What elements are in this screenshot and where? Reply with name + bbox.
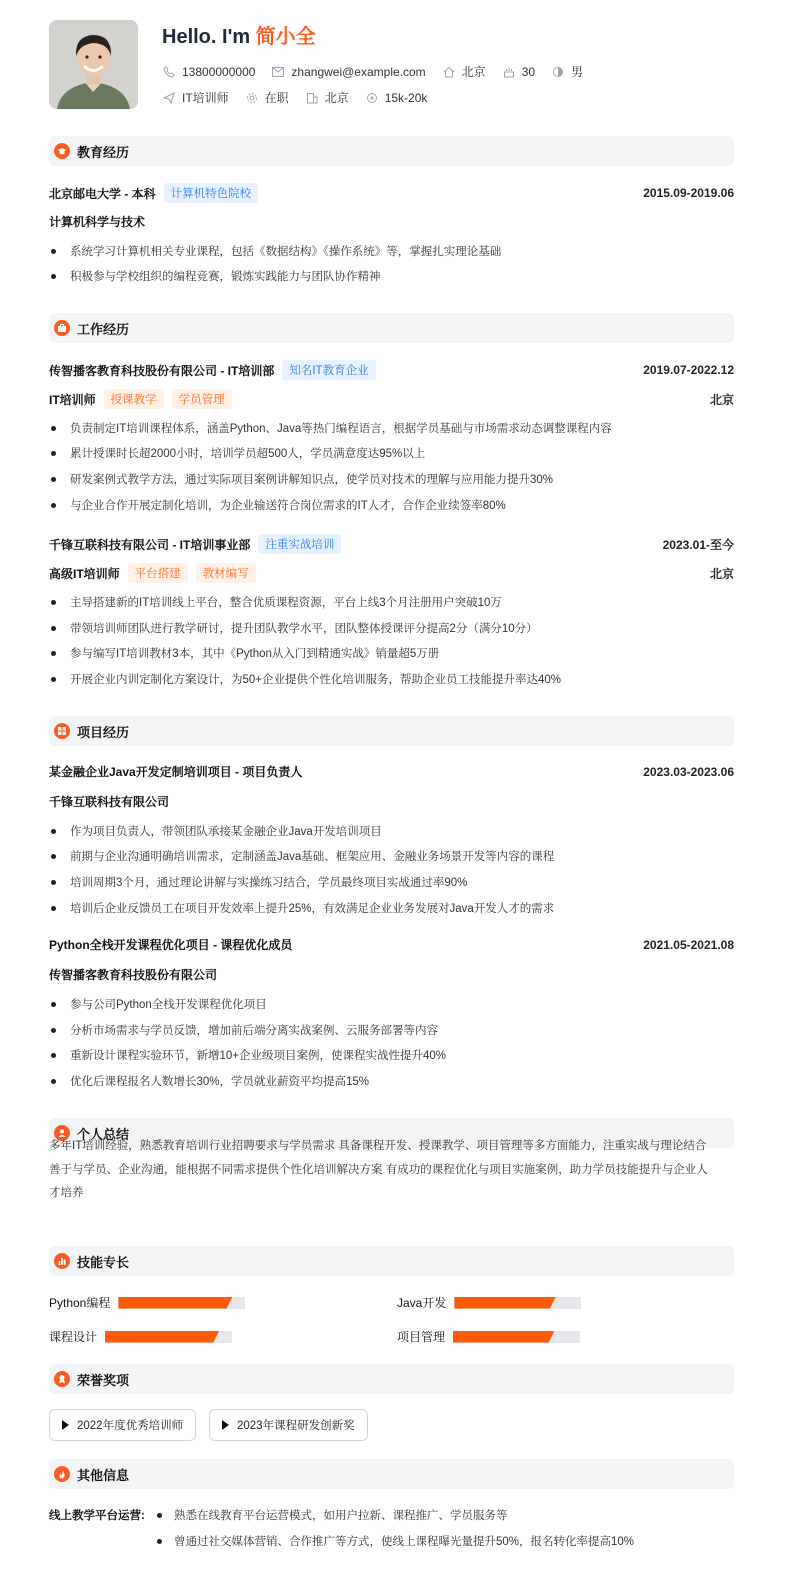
award-text: 2023年课程研发创新奖: [237, 1420, 355, 1432]
list-item: [49, 594, 734, 610]
list-item: [49, 445, 734, 461]
company-tag: 注重实战培训: [258, 534, 341, 554]
work-date: 2023.01-至今: [662, 537, 734, 552]
status-item: [245, 89, 289, 106]
major-name: 计算机科学与技术: [49, 215, 146, 229]
list-item-text: 研发案例式教学方法，通过实际项目案例讲解知识点，使学员对技术的理解与应用能力提升30%: [70, 474, 554, 486]
bullet-icon: [51, 854, 56, 859]
bullet-icon: [157, 1513, 162, 1518]
school-name: 北京邮电大学 - 本科: [49, 186, 156, 201]
skill-bar: [453, 1331, 580, 1343]
list-item-text: 培训周期3个月，通过理论讲解与实操练习结合，学员最终项目实战通过率90%: [70, 877, 468, 889]
list-item-text: 参与公司Python全栈开发课程优化项目: [70, 999, 267, 1011]
list-item: [157, 1533, 634, 1549]
list-item-text: 负责制定IT培训课程体系，涵盖Python、Java等热门编程语言，根据学员基础与市场需求动态调整课程内容: [70, 423, 612, 435]
cake-icon: [502, 65, 516, 79]
bullet-icon: [51, 1002, 56, 1007]
resume-header: [49, 20, 739, 110]
contact-row: [162, 63, 599, 80]
bullet-icon: [51, 880, 56, 885]
summary-text: [49, 1135, 734, 1206]
award-item: [49, 1409, 196, 1441]
section-title: 其他信息: [77, 1467, 130, 1483]
building-icon: [305, 91, 319, 105]
skill-bar: [118, 1297, 245, 1309]
bullet-icon: [51, 503, 56, 508]
target-city-text: 北京: [324, 91, 349, 105]
grid-icon: [54, 723, 70, 739]
list-item-text: 系统学习计算机相关专业课程，包括《数据结构》《操作系统》等，掌握扎实理论基础: [70, 246, 502, 258]
company-name: 传智播客教育科技股份有限公司 - IT培训部: [49, 363, 275, 378]
money-icon: [365, 91, 379, 105]
bullet-icon: [51, 626, 56, 631]
project-header: [49, 763, 734, 780]
list-item: [49, 645, 734, 661]
project-title: Python全栈开发课程优化项目 - 课程优化成员: [49, 938, 293, 952]
work-date: 2019.07-2022.12: [643, 363, 734, 377]
list-item-text: 作为项目负责人，带领团队承接某金融企业Java开发培训项目: [70, 826, 382, 838]
job-text: IT培训师: [182, 91, 229, 105]
city-item: [442, 63, 486, 80]
gender-item: [551, 63, 583, 80]
list-item-text: 重新设计课程实验环节，新增10+企业级项目案例，使课程实战性提升40%: [70, 1050, 447, 1062]
major-row: [49, 213, 734, 230]
person-photo: [49, 20, 138, 109]
status-text: 在职: [264, 91, 289, 105]
home-icon: [442, 65, 456, 79]
play-icon: [62, 1420, 69, 1430]
bullet-icon: [51, 1053, 56, 1058]
phone-text: 13800000000: [182, 64, 256, 79]
skill-name: Python编程: [49, 1296, 111, 1310]
salary-text: 15k-20k: [384, 90, 428, 105]
skill-bar-fill: [105, 1331, 219, 1343]
other-label: 线上教学平台运营:: [49, 1510, 145, 1522]
list-item: [157, 1507, 508, 1523]
skill-tag: 学员管理: [172, 389, 232, 409]
skill-project-management: [397, 1328, 580, 1345]
skill-course-design: [49, 1328, 232, 1345]
bullet-icon: [51, 1079, 56, 1084]
gender-text: 男: [571, 65, 584, 79]
age-text: 30: [521, 64, 536, 79]
send-icon: [162, 91, 176, 105]
list-item: [49, 823, 734, 839]
list-item: [49, 420, 734, 436]
section-skills: [49, 1246, 734, 1276]
bullet-icon: [51, 600, 56, 605]
list-item: [49, 1022, 734, 1038]
list-item-text: 与企业合作开展定制化培训，为企业输送符合岗位需求的IT人才，合作企业续签率80%: [70, 500, 506, 512]
list-item-text: 曾通过社交媒体营销、合作推广等方式，使线上课程曝光量提升50%，报名转化率提高10%: [174, 1536, 635, 1548]
bullet-icon: [51, 906, 56, 911]
role-name: IT培训师: [49, 392, 96, 407]
skill-bar: [105, 1331, 232, 1343]
list-item: [49, 1047, 734, 1063]
work-header: [49, 360, 734, 380]
list-item: [49, 996, 734, 1012]
city-text: 北京: [461, 65, 486, 79]
skill-tag: 教材编写: [196, 563, 256, 583]
email-text: zhangwei@example.com: [291, 64, 426, 79]
section-title: 工作经历: [77, 321, 130, 337]
list-item-text: 开展企业内训定制化方案设计，为50+企业提供个性化培训服务，帮助企业员工技能提升率达40%: [70, 674, 562, 686]
bullet-icon: [51, 426, 56, 431]
award-icon: [54, 1371, 70, 1387]
job-item: [162, 89, 229, 106]
mail-icon: [271, 65, 285, 79]
summary-line: 才培养: [49, 1187, 84, 1199]
bullet-icon: [51, 1028, 56, 1033]
list-item: [49, 671, 734, 687]
person-name: 简小全: [255, 26, 316, 48]
company-tag: 知名IT教育企业: [282, 360, 375, 380]
section-title: 荣誉奖项: [77, 1372, 130, 1388]
list-item-text: 分析市场需求与学员反馈，增加前后端分离实战案例、云服务部署等内容: [70, 1025, 438, 1037]
summary-line: 多年IT培训经验，熟悉教育培训行业招聘要求与学员需求 具备课程开发、授课教学、项目管理等多方面能力，注重实战与理论结合: [49, 1140, 707, 1152]
list-item-text: 优化后课程报名人数增长30%，学员就业薪资平均提高15%: [70, 1076, 370, 1088]
list-item: [49, 874, 734, 890]
skill-name: 课程设计: [49, 1330, 98, 1344]
list-item-text: 积极参与学校组织的编程竞赛，锻炼实践能力与团队协作精神: [70, 271, 381, 283]
list-item: [49, 848, 734, 864]
gender-icon: [551, 65, 565, 79]
list-item: [49, 1073, 734, 1089]
award-text: 2022年度优秀培训师: [77, 1420, 184, 1432]
work-location: 北京: [709, 566, 734, 581]
bullet-icon: [51, 829, 56, 834]
education-header: [49, 183, 734, 203]
skill-java: [397, 1294, 581, 1311]
list-item: [49, 268, 734, 284]
section-projects: [49, 716, 734, 746]
role-name: 高级IT培训师: [49, 566, 120, 581]
settings-icon: [245, 91, 259, 105]
bullet-icon: [51, 451, 56, 456]
section-title: 技能专长: [77, 1254, 130, 1270]
bullet-icon: [157, 1539, 162, 1544]
skill-python: [49, 1294, 245, 1311]
salary-item: [365, 91, 428, 105]
project-org: 千锋互联科技有限公司: [49, 795, 170, 809]
bar-chart-icon: [54, 1253, 70, 1269]
section-other: [49, 1459, 734, 1489]
list-item-text: 主导搭建新的IT培训线上平台，整合优质课程资源，平台上线3个月注册用户突破10万: [70, 597, 502, 609]
role-row: [49, 389, 734, 409]
bullet-icon: [51, 677, 56, 682]
phone-item: [162, 65, 255, 79]
project-org: 传智播客教育科技股份有限公司: [49, 968, 218, 982]
project-org-row: [49, 966, 734, 983]
age-item: [502, 65, 535, 79]
school-tag: 计算机特色院校: [164, 183, 259, 203]
list-item: [49, 243, 734, 259]
skill-name: Java开发: [397, 1296, 447, 1310]
work-location: 北京: [709, 392, 734, 407]
list-item-text: 带领培训师团队进行教学研讨，提升团队教学水平，团队整体授课评分提高2分（满分10分）: [70, 623, 538, 635]
list-item-text: 培训后企业反馈员工在项目开发效率上提升25%，有效满足企业业务发展对Java开发人才的需求: [70, 903, 555, 915]
flame-icon: [54, 1466, 70, 1482]
section-honors: [49, 1364, 734, 1394]
list-item: [49, 471, 734, 487]
bullet-icon: [51, 274, 56, 279]
skill-bar-fill: [118, 1297, 232, 1309]
project-header: [49, 936, 734, 953]
name-heading: [162, 20, 316, 49]
briefcase-icon: [54, 320, 70, 336]
summary-line: 善于与学员、企业沟通，能根据不同需求提供个性化培训解决方案 有成功的课程优化与项目实施案例，助力学员技能提升与企业人: [49, 1163, 708, 1176]
section-title: 教育经历: [77, 144, 130, 160]
list-item: [49, 620, 734, 636]
email-item: [271, 65, 425, 79]
graduation-cap-icon: [54, 143, 70, 159]
award-item: [209, 1409, 368, 1441]
target-city-item: [305, 89, 349, 106]
section-education: [49, 136, 734, 166]
bullet-icon: [51, 651, 56, 656]
list-item: [49, 900, 734, 916]
work-header: [49, 534, 734, 554]
avatar: [49, 20, 138, 109]
skill-tag: 授课教学: [104, 389, 164, 409]
bullet-icon: [51, 249, 56, 254]
education-date: 2015.09-2019.06: [643, 186, 734, 200]
list-item-text: 前期与企业沟通明确培训需求，定制涵盖Java基础、框架应用、金融业务场景开发等内容的课程: [70, 851, 555, 863]
project-date: 2023.03-2023.06: [643, 764, 734, 779]
skill-bar-fill: [453, 1331, 555, 1343]
section-title: 个人总结: [77, 1126, 130, 1142]
list-item-text: 熟悉在线教育平台运营模式，如用户拉新、课程推广、学员服务等: [174, 1510, 508, 1522]
role-row: [49, 563, 734, 583]
bullet-icon: [51, 477, 56, 482]
section-title: 项目经历: [77, 724, 130, 740]
project-org-row: [49, 793, 734, 810]
greeting-text: Hello. I'm: [162, 26, 256, 48]
skill-bar: [454, 1297, 581, 1309]
company-name: 千锋互联科技有限公司 - IT培训事业部: [49, 537, 251, 552]
play-icon: [222, 1420, 229, 1430]
section-work: [49, 313, 734, 343]
list-item-text: 参与编写IT培训教材3本，其中《Python从入门到精通实战》销量超5万册: [70, 648, 440, 660]
skill-name: 项目管理: [397, 1330, 446, 1344]
list-item-text: 累计授课时长超2000小时，培训学员超500人，学员满意度达95%以上: [70, 448, 426, 460]
job-row: [162, 89, 443, 106]
skill-tag: 平台搭建: [128, 563, 188, 583]
project-title: 某金融企业Java开发定制培训项目 - 项目负责人: [49, 765, 303, 779]
list-item: [49, 497, 734, 513]
skill-bar-fill: [454, 1297, 556, 1309]
phone-icon: [162, 65, 176, 79]
project-date: 2021.05-2021.08: [643, 937, 734, 952]
